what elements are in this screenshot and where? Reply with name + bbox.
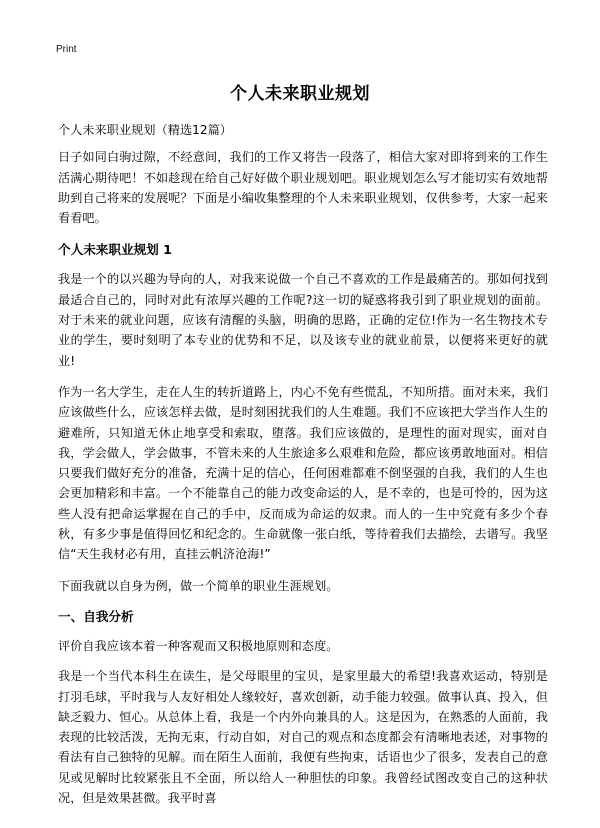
body-paragraph: 我是一个的以兴趣为导向的人，对我来说做一个自己不喜欢的工作是最痛苦的。那如何找到最适合自己的，同时对此有浓厚兴趣的工作呢?这一切的疑惑将我引到了职业规划的面前。对于未来的就业问题，应该有清醒的头脑，明确的思路，正确的定位!作为一名生物技术专业的学生，要时刻明了本专业的优势和不足，以及该专业的就业前景，以便将来更好的就业!: [58, 272, 548, 368]
print-link[interactable]: Print: [56, 44, 77, 55]
article-body: [58, 120, 548, 808]
article-subtitle: 个人未来职业规划（精选12篇）: [58, 123, 233, 137]
self-analysis-heading: 一、自我分析: [58, 608, 134, 624]
body-paragraph: 我是一个当代本科生在读生，是父母眼里的宝贝，是家里最大的希望!我喜欢运动，特别是打羽毛球，平时我与人友好相处人缘较好，喜欢创新，动手能力较强。做事认真、投入，但缺乏毅力、恒心。从总体上看，我是一个内外向兼具的人。这是因为，在熟悉的人面前，我表现的比较活泼，无拘无束，行动自如，对自己的观点和态度都会有清晰地表述，对事物的看法有自己独特的见解。而在陌生人面前，我便有些拘束，话语也少了很多，发表自己的意见或见解时比较紧张且不全面，所以给人一种胆怯的印象。我曾经试图改变自己的这种状况，但是效果甚微。我平时喜: [58, 669, 548, 806]
body-paragraph: 下面我就以自身为例，做一个简单的职业生涯规划。: [58, 578, 339, 593]
body-paragraph: 作为一名大学生，走在人生的转折道路上，内心不免有些慌乱，不知所措。面对未来，我们应该做些什么，应该怎样去做，是时刻困扰我们的人生难题。我们不应该把大学当作人生的避难所，只知道无休止地享受和索取，堕落。我们应该做的，是理性的面对现实，面对自我，学会做人，学会做事，不管未来的人生旅途多么艰难和危险，都应该勇敢地面对。相信只要我们做好充分的准备，充满十足的信心，任何困难都难不倒坚强的自我，我们的人生也会更加精彩和丰富。一个不能靠自己的能力改变命运的人，是不幸的，也是可怜的，因为这些人没有把命运掌握在自己的手中，反而成为命运的奴隶。而人的一生中究竟有多少个春秋，有多少事是值得回忆和纪念的。生命就像一张白纸，等待着我们去描绘，去谱写。我坚信“天生我材必有用，直挂云帆济沧海!”: [58, 384, 548, 562]
page-title: 个人未来职业规划: [230, 84, 370, 104]
body-paragraph: 评价自我应该本着一种客观而又积极地原则和态度。: [58, 638, 339, 653]
section-heading: 个人未来职业规划 1: [58, 242, 172, 258]
intro-paragraph: 日子如同白驹过隙，不经意间，我们的工作又将告一段落了，相信大家对即将到来的工作生活满心期待吧！不如趁现在给自己好好做个职业规划吧。职业规划怎么写才能切实有效地帮助到自己将来的发展呢？下面是小编收集整理的个人未来职业规划，仅供参考，大家一起来看看吧。: [58, 150, 548, 226]
